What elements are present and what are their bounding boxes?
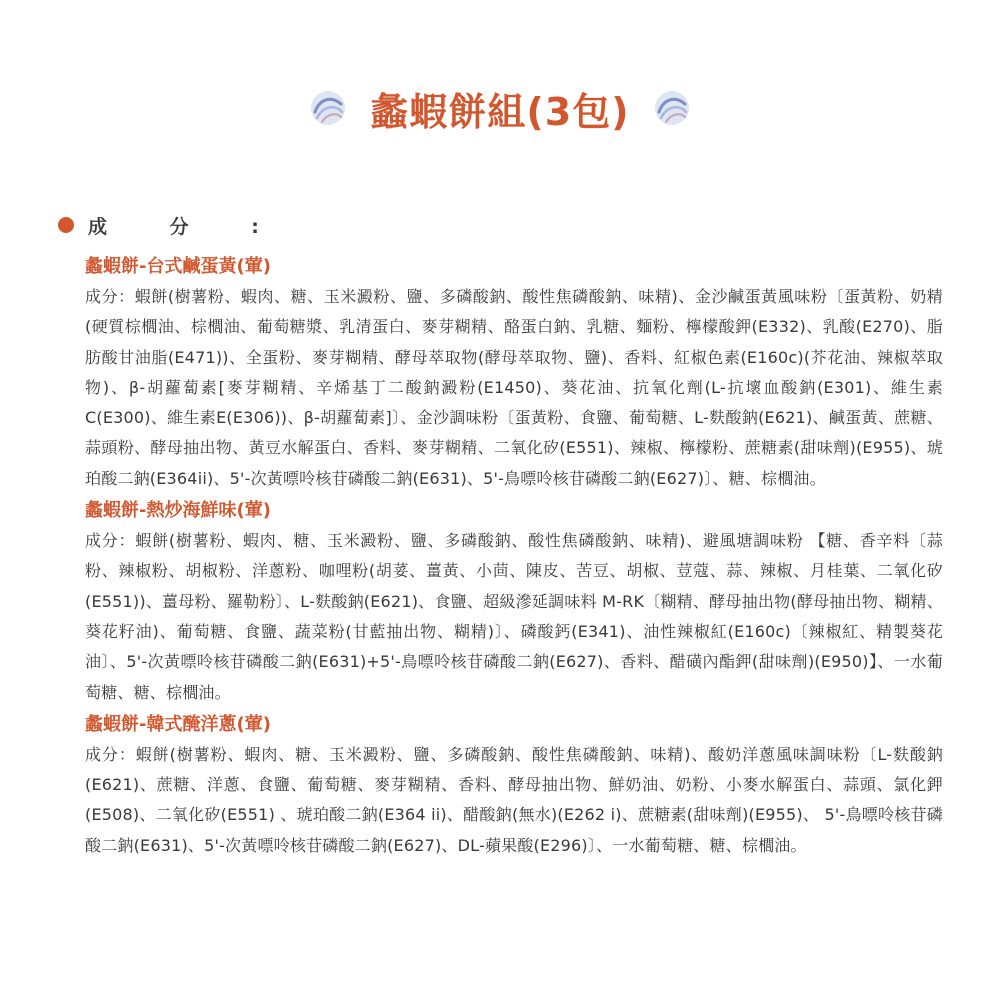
swirl-icon [308,88,348,128]
section-heading [58,210,287,240]
product-ingredients: 成分：蝦餅(樹薯粉、蝦肉、糖、玉米澱粉、鹽、多磷酸鈉、酸性焦磷酸鈉、味精)、避風塘調味粉 【糖、香辛料〔蒜粉、辣椒粉、胡椒粉、洋蔥粉、咖哩粉(胡荽、薑黃、小茴、陳皮、苦豆、胡椒、荳蔻、蒜、辣椒、月桂葉、二氧化矽(E551))、薑母粉、羅勒粉〕、L-麩酸鈉(E621)、食鹽、超級滲延調味料 M-RK〔糊精、酵母抽出物(酵母抽出物、糊精、葵花籽油)、葡萄糖、食鹽、蔬菜粉(甘藍抽出物、糊精)〕、磷酸鈣(E341)、油性辣椒紅(E160c)〔辣椒紅、精製葵花油〕、5'-次黃嘌呤核苷磷酸二鈉(E631)+5'-鳥嘌呤核苷磷酸二鈉(E627)、香料、醋磺內酯鉀(甜味劑)(E950)】、一水葡萄糖、糖、棕櫚油。 [85,531,943,702]
product-name: 蠡蝦餅-台式鹹蛋黃(葷) [85,256,271,277]
swirl-icon [652,88,692,128]
product-name: 蠡蝦餅-熱炒海鮮味(葷) [85,500,271,522]
header [0,78,1000,138]
ingredients-list [85,252,943,863]
section-label: 成 分 : [88,215,287,238]
product-ingredients: 成分：蝦餅(樹薯粉、蝦肉、糖、玉米澱粉、鹽、多磷酸鈉、酸性焦磷酸鈉、味精)、金沙鹹蛋黃風味粉〔蛋黃粉、奶精(硬質棕櫚油、棕櫚油、葡萄糖漿、乳清蛋白、麥芽糊精、酪蛋白鈉、乳糖、麵粉、檸檬酸鉀(E332)、乳酸(E270)、脂肪酸甘油脂(E471))、全蛋粉、麥芽糊精、酵母萃取物(酵母萃取物、鹽)、香料、紅椒色素(E160c)(芥花油、辣椒萃取物)、β-胡蘿蔔素[麥芽糊精、辛烯基丁二酸鈉澱粉(E1450)、葵花油、抗氧化劑(L-抗壞血酸鈉(E301)、維生素C(E300)、維生素E(E306))、β-胡蘿蔔素]〕、金沙調味粉〔蛋黃粉、食鹽、葡萄糖、L-麩酸鈉(E621)、鹹蛋黃、蔗糖、蒜頭粉、酵母抽出物、黃豆水解蛋白、香料、麥芽糊精、二氧化矽(E551)、辣椒、檸檬粉、蔗糖素(甜味劑)(E955)、琥珀酸二鈉(E364ii)、5'-次黃嘌呤核苷磷酸二鈉(E631)、5'-鳥嘌呤核苷磷酸二鈉(E627)〕、糖、棕櫚油。 [85,287,943,488]
product-name: 蠡蝦餅-韓式醃洋蔥(葷) [85,713,271,735]
bullet-icon [58,217,74,233]
product-ingredients: 成分：蝦餅(樹薯粉、蝦肉、糖、玉米澱粉、鹽、多磷酸鈉、酸性焦磷酸鈉、味精)、酸奶洋蔥風味調味粉〔L-麩酸鈉(E621)、蔗糖、洋蔥、食鹽、葡萄糖、麥芽糊精、香料、酵母抽出物、鮮奶油、奶粉、小麥水解蛋白、蒜頭、氯化鉀(E508)、二氧化矽(E551) 、琥珀酸二鈉(E364 ii)、醋酸鈉(無水)(E262 i)、蔗糖素(甜味劑)(E955)、 5'-鳥嘌呤核苷磷酸二鈉(E631)、5'-次黃嘌呤核苷磷酸二鈉(E627)、DL-蘋果酸(E296)〕、一水葡萄糖、糖、棕櫚油。 [85,744,943,855]
page-title: 蠡蝦餅組(3包) [370,89,630,134]
